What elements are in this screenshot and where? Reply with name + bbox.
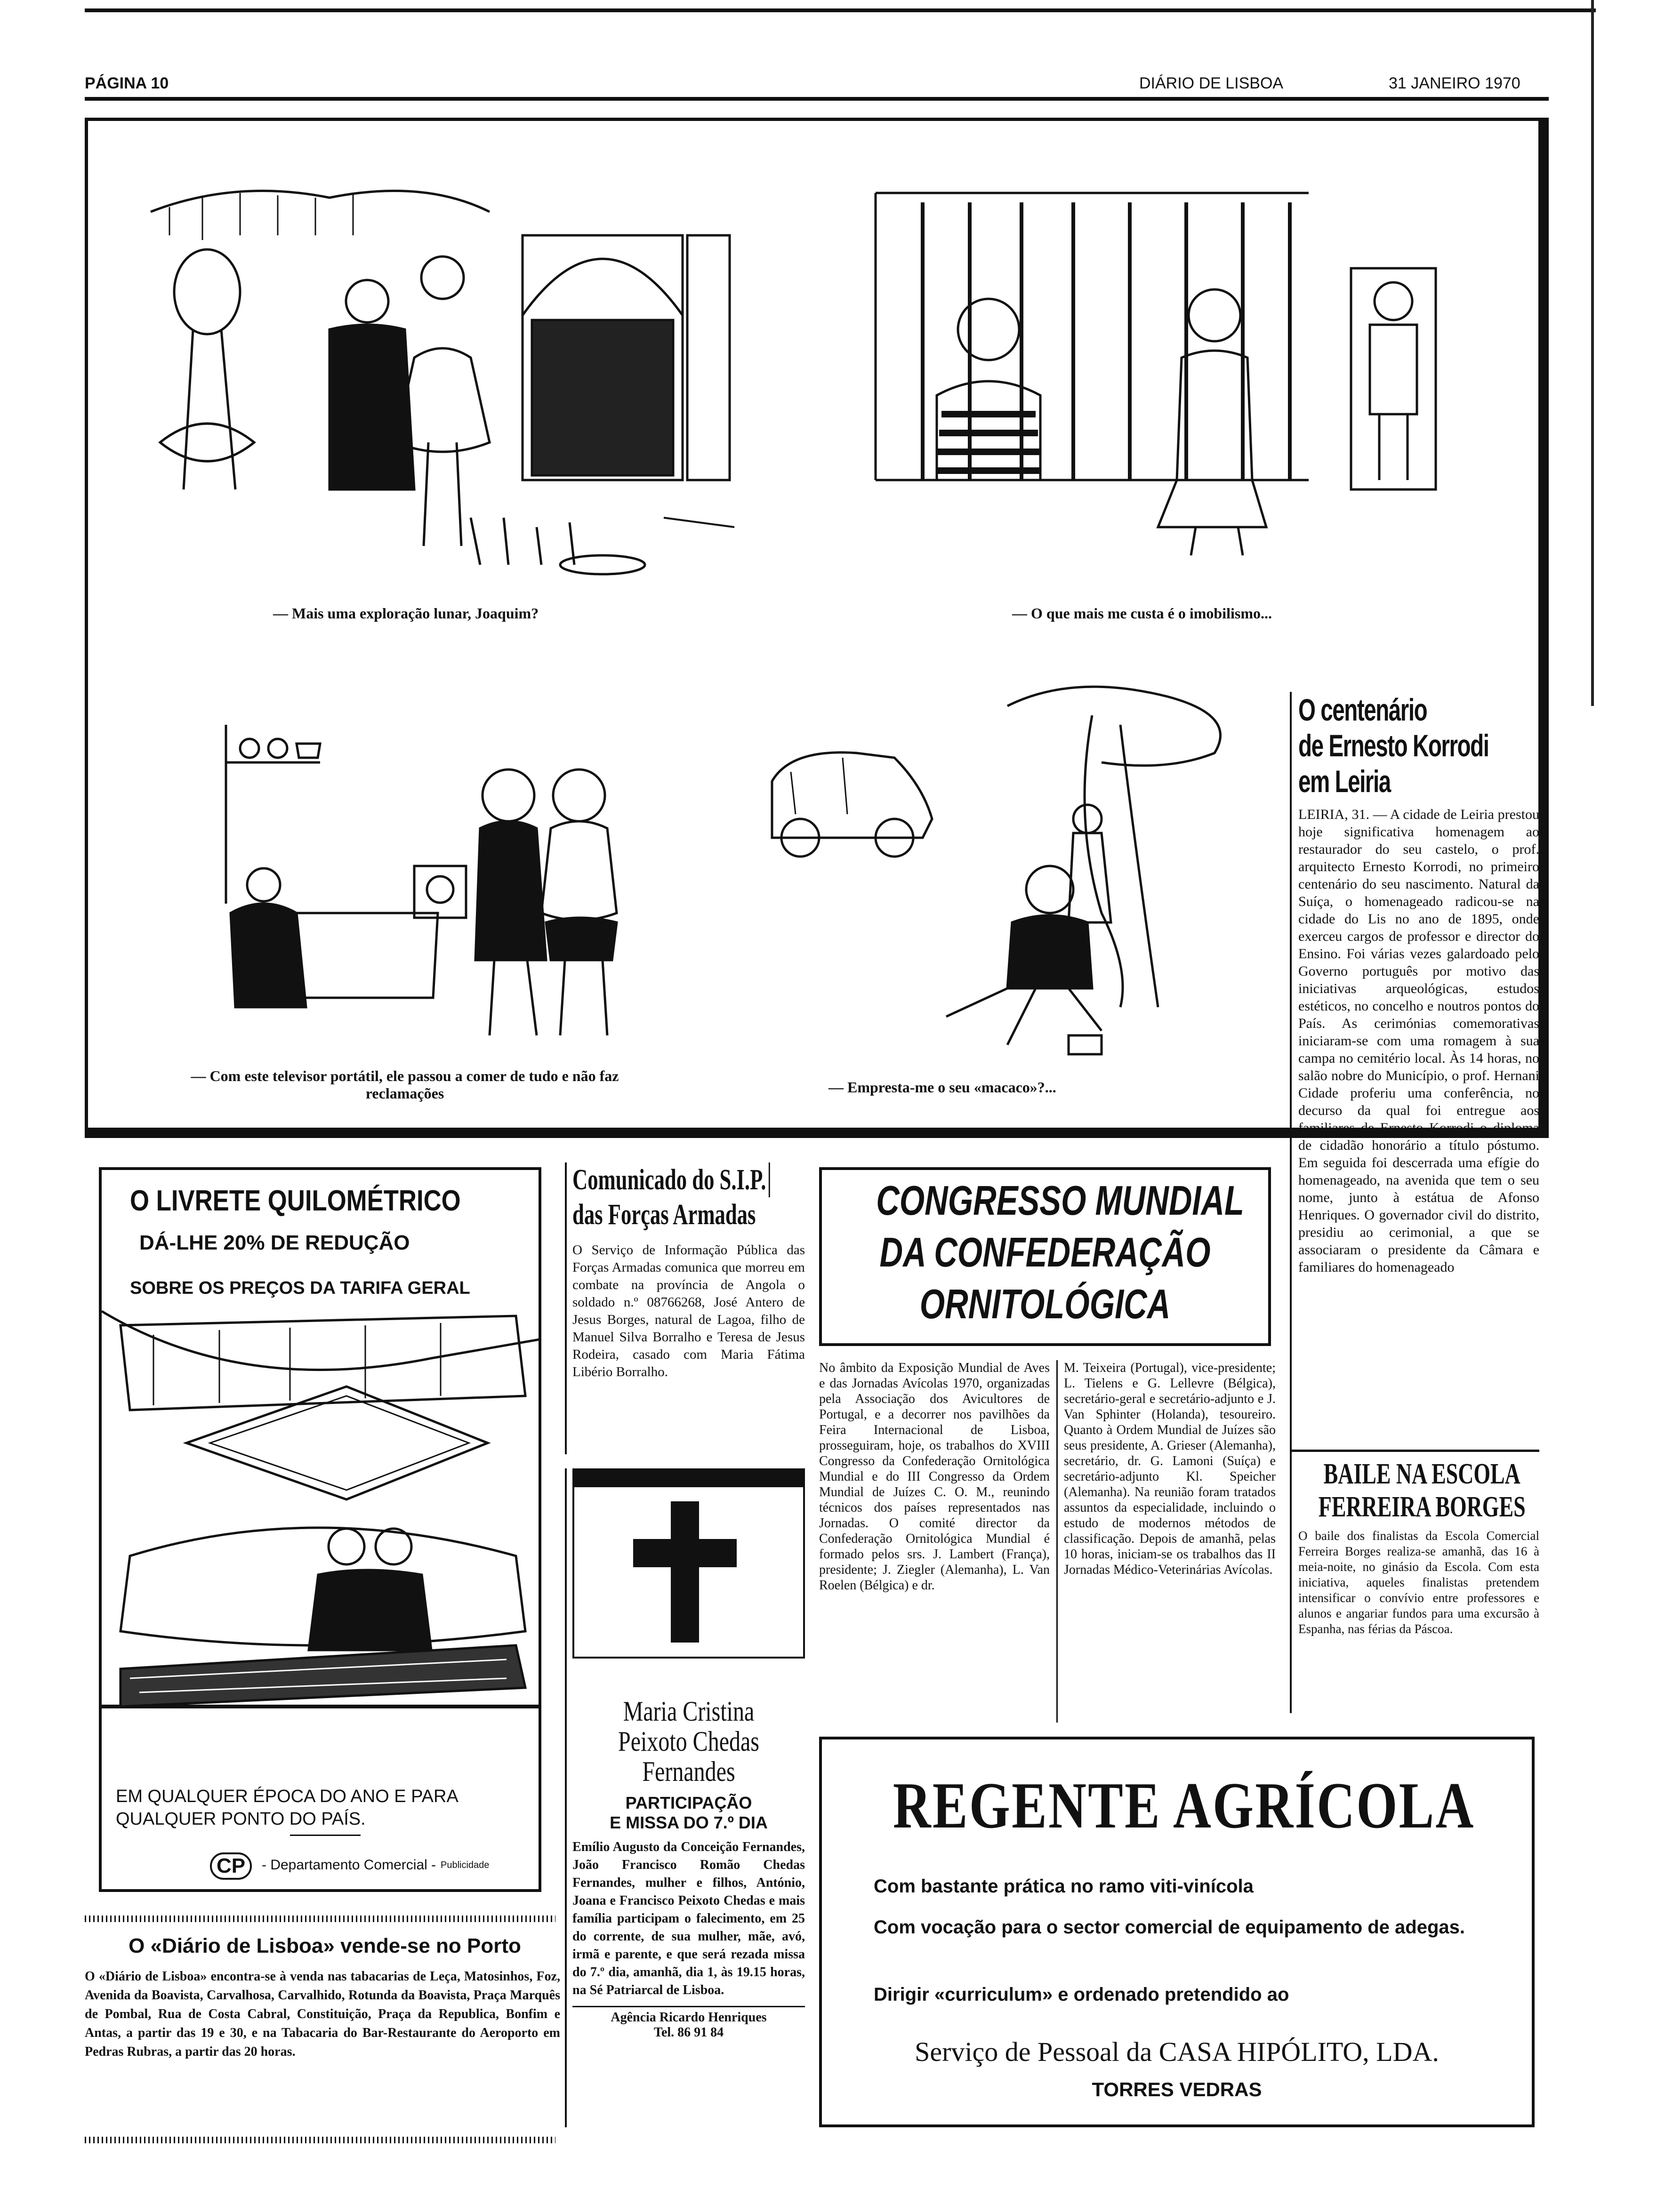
livrete-divider: [290, 1835, 361, 1836]
baile-title-line: FERREIRA BORGES: [1318, 1491, 1526, 1523]
sip-heading: [572, 1162, 810, 1232]
top-rule: [85, 8, 1596, 12]
livrete-ad: [99, 1167, 541, 1892]
cross-box: [572, 1487, 805, 1659]
regente-line-2: Com vocação para o sector comercial de equipamento de adegas.: [874, 1917, 1465, 1938]
korrodi-title-line: em Leiria: [1298, 764, 1391, 799]
sip-body: O Serviço de Informação Pública das Forças Armadas comunica que morreu em combate na província de Angola o soldado n.º 08766268, José Antero de Jesus Borges, natural de Lagoa, filho de Manuel Silva Borralho e Teresa de Jesus Rodeira, casado com Maria Fátima Libério Borralho.: [572, 1242, 805, 1379]
cartoon-caption-1: — Mais uma exploração lunar, Joaquim?: [273, 605, 539, 622]
cross-vertical: [671, 1501, 699, 1643]
livrete-footer-2: QUALQUER PONTO DO PAÍS.: [116, 1809, 366, 1829]
congresso-title-3: ORNITOLÓGICA: [919, 1281, 1171, 1327]
right-margin-rule: [1591, 0, 1594, 706]
obituary-bar: [572, 1468, 805, 1487]
cp-logo: CP: [210, 1852, 252, 1880]
obituary-sub-2: E MISSA DO 7.º DIA: [610, 1813, 768, 1832]
train-illustration: [102, 1302, 539, 1772]
baile-heading: [1298, 1458, 1545, 1523]
obituary-tel: Tel. 86 91 84: [653, 2025, 724, 2040]
korrodi-article: [1290, 692, 1539, 1548]
livrete-line-2: SOBRE OS PREÇOS DA TARIFA GERAL: [130, 1278, 470, 1298]
livrete-headline: O LIVRETE QUILOMÉTRICO: [130, 1185, 461, 1217]
cartoon-portable-tv: [217, 715, 659, 1054]
korrodi-heading: [1298, 692, 1542, 799]
sip-article: [565, 1162, 805, 1454]
porto-rule-top: [85, 1915, 555, 1922]
obituary: [565, 1468, 805, 2127]
porto-title: O «Diário de Lisboa» vende-se no Porto: [129, 1934, 521, 1957]
livrete-credit-small: Publicidade: [441, 1860, 490, 1870]
cartoon-moon-party: [132, 160, 800, 584]
cartoon-caption-2: — O que mais me custa é o imobilismo...: [1012, 605, 1272, 622]
cartoon-car-jack: [744, 678, 1262, 1064]
obituary-name-line: Maria Cristina: [623, 1696, 755, 1727]
obituary-name-line: Peixoto Chedas: [618, 1726, 759, 1757]
page-number: PÁGINA 10: [85, 74, 169, 92]
obituary-sub-1: PARTICIPAÇÃO: [625, 1793, 752, 1812]
regente-title: REGENTE AGRÍCOLA: [893, 1769, 1475, 1842]
korrodi-title-line: de Ernesto Korrodi: [1298, 728, 1489, 763]
cartoon-caption-4: — Empresta-me o seu «macaco»?...: [828, 1079, 1056, 1096]
congresso-col-2: M. Teixeira (Portugal), vice-presidente; L. Tielens e G. Lellevre (Bélgica), secretário-geral e secretário-adjunto e J. Van Sphinter (Holanda), tesoureiro. Quanto à Ordem Mundial de Juízes são seus presidente, A. Grieser (Alemanha), secretário, dr. G. Lamoni (Suíça) e secretário-adjunto Kl. Speicher (Alemanha). Na reunião foram tratados assuntos da especialidade, incluindo o estudo de modernos métodos de classificação. Depois de amanhã, pelas 10 horas, iniciam-se os trabalhos das II Jornadas Médico-Veterinárias Avícolas.: [1064, 1361, 1276, 1577]
congresso-title-1: CONGRESSO MUNDIAL: [876, 1177, 1244, 1224]
obituary-body: Emílio Augusto da Conceição Fernandes, João Francisco Romão Chedas Fernandes, mulher e filhos, António, Joana e Francisco Peixoto Chedas e mais família participam o falecimento, em 25 do corrente, de sua mulher, mãe, avó, irmã e parente, e que será rezada missa do 7.º dia, amanhã, dia 1, às 19.15 horas, na Sé Patriarcal de Lisboa.: [572, 1840, 805, 1997]
masthead-rule: [85, 97, 1549, 101]
obituary-name-line: Fernandes: [642, 1756, 735, 1787]
regente-city: TORRES VEDRAS: [1092, 2078, 1262, 2100]
paper-name: DIÁRIO DE LISBOA: [1139, 74, 1284, 92]
livrete-line-1: DÁ-LHE 20% DE REDUÇÃO: [139, 1231, 410, 1254]
obituary-agency: Agência Ricardo Henriques: [611, 2010, 767, 2025]
cross-horizontal: [633, 1539, 737, 1567]
baile-title-line: BAILE NA ESCOLA: [1323, 1458, 1520, 1490]
obituary-rule: [572, 2006, 805, 2007]
congresso-col-1: No âmbito da Exposição Mundial de Aves e das Jornadas Avícolas 1970, organizadas pela Associação dos Avicultores de Portugal, e a decorrer nos pavilhões da Feira Internacional de Lisboa, prosseguiram, hoje, os trabalhos do XVIII Congresso da Confederação Ornitológica Mundial e do III Congresso da Ordem Mundial de Juízes C. O. M., reunindo técnicos dos países representados nas Jornadas. O comité director da Confederação Ornitológica Mundial é formado pelos srs. J. Lambert (França), presidente; J. Ziegler (Alemanha), L. Van Roelen (Bélgica) e dr.: [819, 1361, 1050, 1593]
porto-rule-bottom: [85, 2137, 555, 2143]
regente-ad: [819, 1737, 1535, 2127]
cartoon-prison: [866, 188, 1488, 565]
korrodi-title-line: O centenário: [1298, 692, 1427, 727]
baile-article: [1290, 1450, 1539, 1713]
regente-company: Serviço de Pessoal da CASA HIPÓLITO, LDA.: [915, 2036, 1439, 2067]
regente-line-1: Com bastante prática no ramo viti-vinícola: [874, 1876, 1254, 1897]
regente-line-3: Dirigir «curriculum» e ordenado pretendido ao: [874, 1984, 1289, 2005]
congresso-title-2: DA CONFEDERAÇÃO: [879, 1229, 1211, 1275]
sip-title-line: Comunicado do S.I.P.: [572, 1162, 770, 1197]
porto-body: O «Diário de Lisboa» encontra-se à venda nas tabacarias de Leça, Matosinhos, Foz, Avenida da Boavista, Carvalhosa, Carvalhido, Rotunda da Boavista, Praça Marquês de Pombal, Rua de Costa Cabral, Constituição, Praça da Republica, Bonfim e Antas, a partir das 19 e 30, e na Tabacaria do Bar-Restaurante do Aeroporto em Pedras Rubras, a partir das 20 horas.: [85, 1969, 560, 2059]
issue-date: 31 JANEIRO 1970: [1389, 74, 1520, 92]
congresso-col-divider: [1056, 1360, 1058, 1723]
livrete-footer-1: EM QUALQUER ÉPOCA DO ANO E PARA: [116, 1787, 458, 1806]
sip-title-line: das Forças Armadas: [572, 1199, 756, 1231]
korrodi-body: LEIRIA, 31. — A cidade de Leiria prestou hoje significativa homenagem ao restaurador do seu castelo, o prof. arquitecto Ernesto Korrodi, no primeiro centenário do seu nascimento. Natural da Suíça, o homenageado radicou-se na cidade do Lis no ano de 1895, onde exerceu cargos de professor e director do Ensino. Foi várias vezes galardoado pelo Governo português por motivo das iniciativas arqueológicas, estudos estéticos, no concelho e noutros pontos do País. As cerimónias comemorativas iniciaram-se com uma romagem à sua campa no cemitério local. Às 14 horas, no salão nobre do Município, o prof. Hernani Cidade proferiu uma conferência, no decurso da qual foi entregue aos familiares de Ernesto Korrodi o diploma de cidadão honorário a título póstumo. Em seguida foi descerrada uma efígie do homenageado, na avenida que tem o seu nome, junto à estátua de Afonso Henriques. O governador civil do distrito, presidiu ao cerimonial, a que se associaram o presidente da Câmara e familiares do homenageado: [1298, 807, 1539, 1275]
cartoon-caption-3: — Com este televisor portátil, ele passou a comer de tudo e não faz reclamações: [191, 1067, 619, 1102]
livrete-credit: - Departamento Comercial -: [262, 1857, 436, 1873]
baile-body: O baile dos finalistas da Escola Comercial Ferreira Borges realiza-se amanhã, das 16 à meia-noite, no ginásio da Escola. Com esta iniciativa, aqueles finalistas pretendem intensificar o convívio entre professores e alunos e angariar fundos para uma excursão à Espanha, nas férias da Páscoa.: [1298, 1529, 1539, 1636]
obituary-name: [595, 1696, 781, 1787]
